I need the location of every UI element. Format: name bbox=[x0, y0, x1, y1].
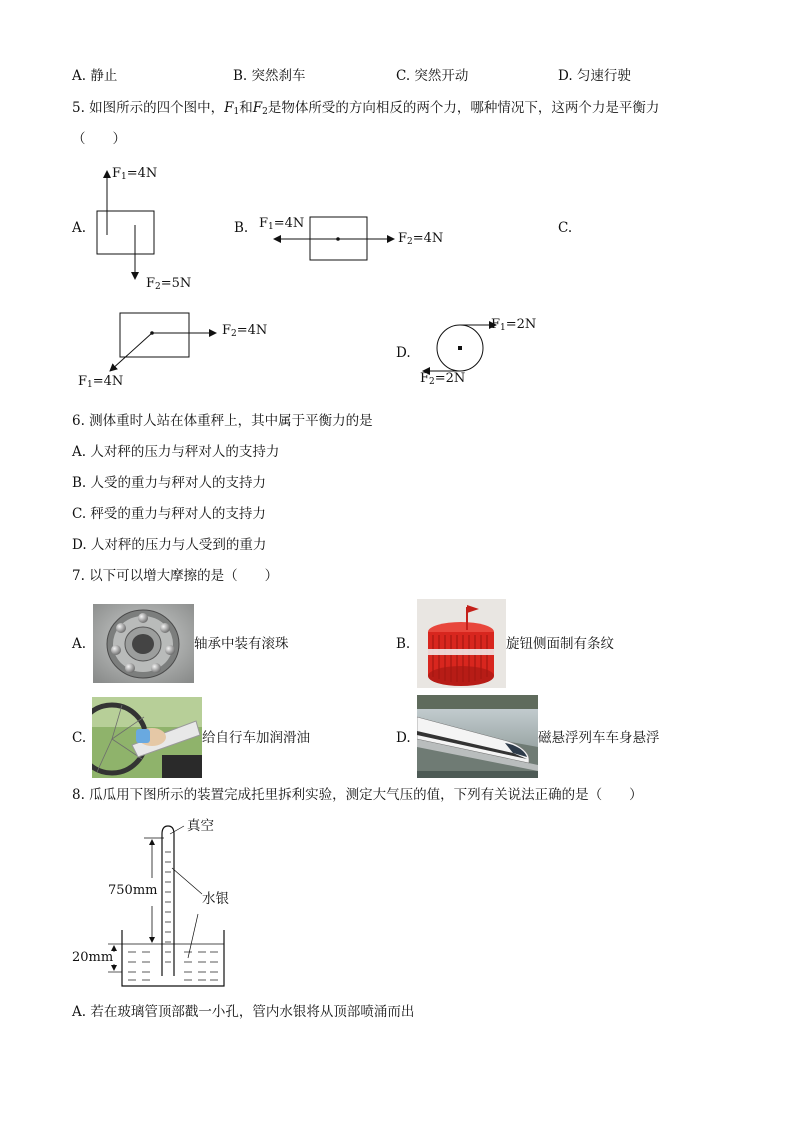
q6-option-b: B. 人受的重力与秤对人的支持力 bbox=[72, 475, 267, 491]
q4-option-d: D. 匀速行驶 bbox=[558, 68, 631, 84]
q5-diagram-c bbox=[90, 305, 230, 385]
maglev-train-image bbox=[417, 695, 538, 778]
q6-option-a: A. 人对秤的压力与秤对人的支持力 bbox=[72, 444, 280, 460]
q7-option-c-label: C. bbox=[72, 730, 87, 746]
q5-option-c-label: C. bbox=[558, 220, 573, 236]
q7-option-c-text: 给自行车加润滑油 bbox=[202, 730, 310, 746]
bearing-image bbox=[93, 604, 194, 683]
q7-option-a-text: 轴承中装有滚珠 bbox=[194, 636, 289, 652]
q6-stem: 6. 测体重时人站在体重秤上，其中属于平衡力的是 bbox=[72, 413, 373, 429]
diagram-c-f2-label: $F_2=4N$ bbox=[222, 323, 268, 339]
q7-option-b-text: 旋钮侧面制有条纹 bbox=[506, 636, 614, 652]
diagram-d-f2-label: $F_2=2N$ bbox=[420, 371, 466, 387]
q7-stem: 7. 以下可以增大摩擦的是（ ） bbox=[72, 568, 279, 584]
q7-option-d-label: D. bbox=[396, 730, 411, 746]
knob-image bbox=[417, 599, 506, 688]
height-750mm-label: 750mm bbox=[108, 883, 158, 898]
q6-option-d: D. 人对秤的压力与人受到的重力 bbox=[72, 537, 267, 553]
q5-answer-blank: （ ） bbox=[72, 131, 126, 147]
q8-stem: 8. 瓜瓜用下图所示的装置完成托里拆利实验，测定大气压的值，下列有关说法正确的是（ ） bbox=[72, 787, 643, 803]
q5-diagram-d bbox=[420, 310, 500, 380]
q4-option-a: A. 静止 bbox=[72, 68, 118, 84]
diagram-b-f1-label: $F_1=4N$ bbox=[259, 216, 305, 232]
q5-option-b-label: B. bbox=[234, 220, 249, 236]
q5-option-a-label: A. bbox=[72, 220, 87, 236]
diagram-b-f2-label: $F_2=4N$ bbox=[398, 231, 444, 247]
force-f1-arrow bbox=[110, 333, 152, 371]
mercury-label: 水银 bbox=[202, 891, 229, 907]
q7-option-d-text: 磁悬浮列车车身悬浮 bbox=[538, 730, 660, 746]
q7-option-b-label: B. bbox=[396, 636, 411, 652]
vacuum-label: 真空 bbox=[187, 818, 214, 834]
q5-diagram-a bbox=[90, 168, 170, 288]
q8-option-a: A. 若在玻璃管顶部戳一小孔，管内水银将从顶部喷涌而出 bbox=[72, 1004, 415, 1020]
q5-stem: 5. 如图所示的四个图中，$F_1$和$F_2$是物体所受的方向相反的两个力，哪种情况下，这两个力是平衡力 bbox=[72, 100, 660, 117]
q7-option-a-label: A. bbox=[72, 636, 87, 652]
diagram-d-f1-label: $F_1=2N$ bbox=[491, 317, 537, 333]
diagram-a-f2-label: $F_2=5N$ bbox=[146, 276, 192, 292]
q6-option-c: C. 秤受的重力与秤对人的支持力 bbox=[72, 506, 266, 522]
q4-option-b: B. 突然刹车 bbox=[233, 68, 306, 84]
diagram-a-f1-label: $F_1=4N$ bbox=[112, 166, 158, 182]
q5-option-d-label: D. bbox=[396, 345, 411, 361]
height-20mm-label: 20mm bbox=[72, 950, 114, 965]
diagram-c-f1-label: $F_1=4N$ bbox=[78, 374, 124, 390]
q4-option-c: C. 突然开动 bbox=[396, 68, 469, 84]
bicycle-oil-image bbox=[92, 697, 202, 778]
